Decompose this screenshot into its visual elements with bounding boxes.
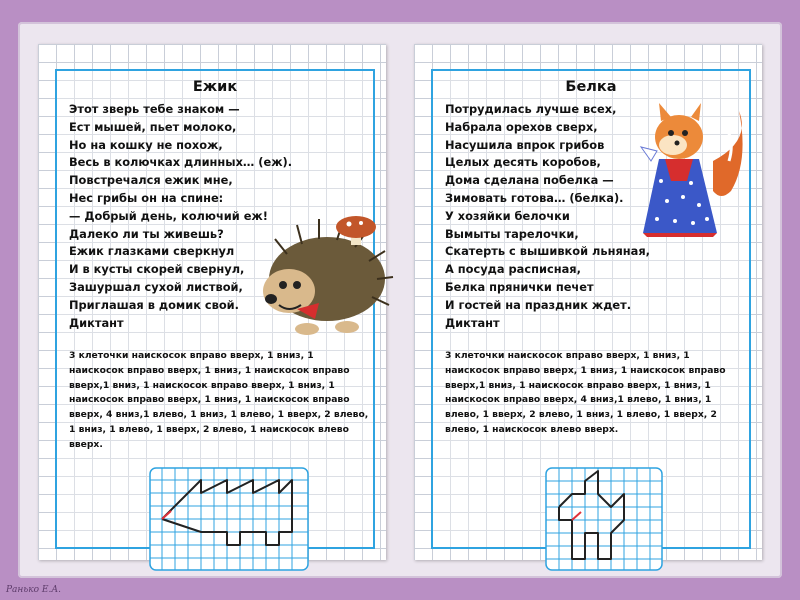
poem-line: Ест мышей, пьет молоко,: [69, 119, 237, 134]
poem-line: Этот зверь тебе знаком —: [69, 102, 240, 116]
poem-line: Ежик глазками сверкнул: [69, 244, 235, 259]
page-title: Белка: [565, 79, 617, 95]
poem-line: А посуда расписная,: [445, 262, 581, 277]
poem-line: У хозяйки белочки: [445, 208, 570, 223]
poem-line: Повстречался ежик мне,: [69, 173, 233, 188]
dictation-instructions: 3 клеточки наискосок вправо вверх, 1 вниз, 1 наискосок вправо вверх, 1 вниз, 1 наискосок вправо вверх,1 вниз, 1 наискосок вправо вверх, 1 вниз, 1 наискосок вправо вверх, 1 вниз, 1 наискосок вправо вверх, 4 вниз,1 влево, 1 вниз, 1 влево, 1 вверх, 2 влево, 1 вниз, 1 влево, 1 вверх, 2 влево, 1 наискосок влево вверх.: [69, 350, 369, 450]
card-frame-hedgehog: [55, 69, 375, 549]
squirrel-illustration: [621, 101, 751, 241]
dictation-heading: Диктант: [445, 315, 500, 330]
page-title: Ежик: [192, 79, 238, 95]
poem-line: Набрала орехов сверх,: [445, 119, 598, 134]
poem-line: Насушила впрок грибов: [445, 137, 605, 152]
dictation-heading: Диктант: [69, 315, 124, 330]
poem-line: Вымыты тарелочки,: [445, 226, 579, 241]
poem-line: Скатерть с вышивкой льняная,: [445, 244, 650, 259]
poem-line: Зимовать готова… (белка).: [445, 190, 624, 205]
poem-line: Далеко ли ты живешь?: [69, 226, 224, 241]
poem-line: Целых десять коробов,: [445, 155, 601, 170]
page-hedgehog: [38, 44, 386, 560]
poem-line: Потрудилась лучше всех,: [445, 102, 617, 116]
dictation-grid-hedgehog: [149, 467, 309, 571]
poem-squirrel: [445, 101, 650, 332]
poem-line: Белка прянички печет: [445, 279, 594, 294]
dictation-grid-squirrel: [545, 467, 663, 571]
hedgehog-illustration: [257, 209, 397, 339]
presentation-frame: [18, 22, 782, 578]
author-signature: Ранько Е.А.: [6, 585, 62, 595]
poem-line: Приглашая в домик свой.: [69, 297, 239, 312]
poem-line: Но на кошку не похож,: [69, 137, 223, 152]
page-squirrel: [414, 44, 762, 560]
poem-line: Весь в колючках длинных… (еж).: [69, 155, 293, 170]
poem-line: Дома сделана побелка —: [445, 173, 614, 188]
dictation-instructions: 3 клеточки наискосок вправо вверх, 1 вниз, 1 наискосок вправо вверх, 1 вниз, 1 наискосок вправо вверх,1 вниз, 1 наискосок вправо вверх, 1 вниз, 1 наискосок вправо вверх, 4 вниз,1 влево, 1 вниз, 1 влево, 1 вверх, 2 влево, 1 вниз, 1 влево, 1 вверх, 2 влево, 1 наискосок влево вверх.: [445, 350, 726, 435]
poem-line: И в кусты скорей свернул,: [69, 262, 245, 277]
poem-line: Зашуршал сухой листвой,: [69, 279, 243, 294]
poem-line: Нес грибы он на спине:: [69, 190, 224, 205]
poem-line: — Добрый день, колючий еж!: [69, 208, 268, 223]
card-frame-squirrel: [431, 69, 751, 549]
poem-line: И гостей на праздник ждет.: [445, 297, 632, 312]
